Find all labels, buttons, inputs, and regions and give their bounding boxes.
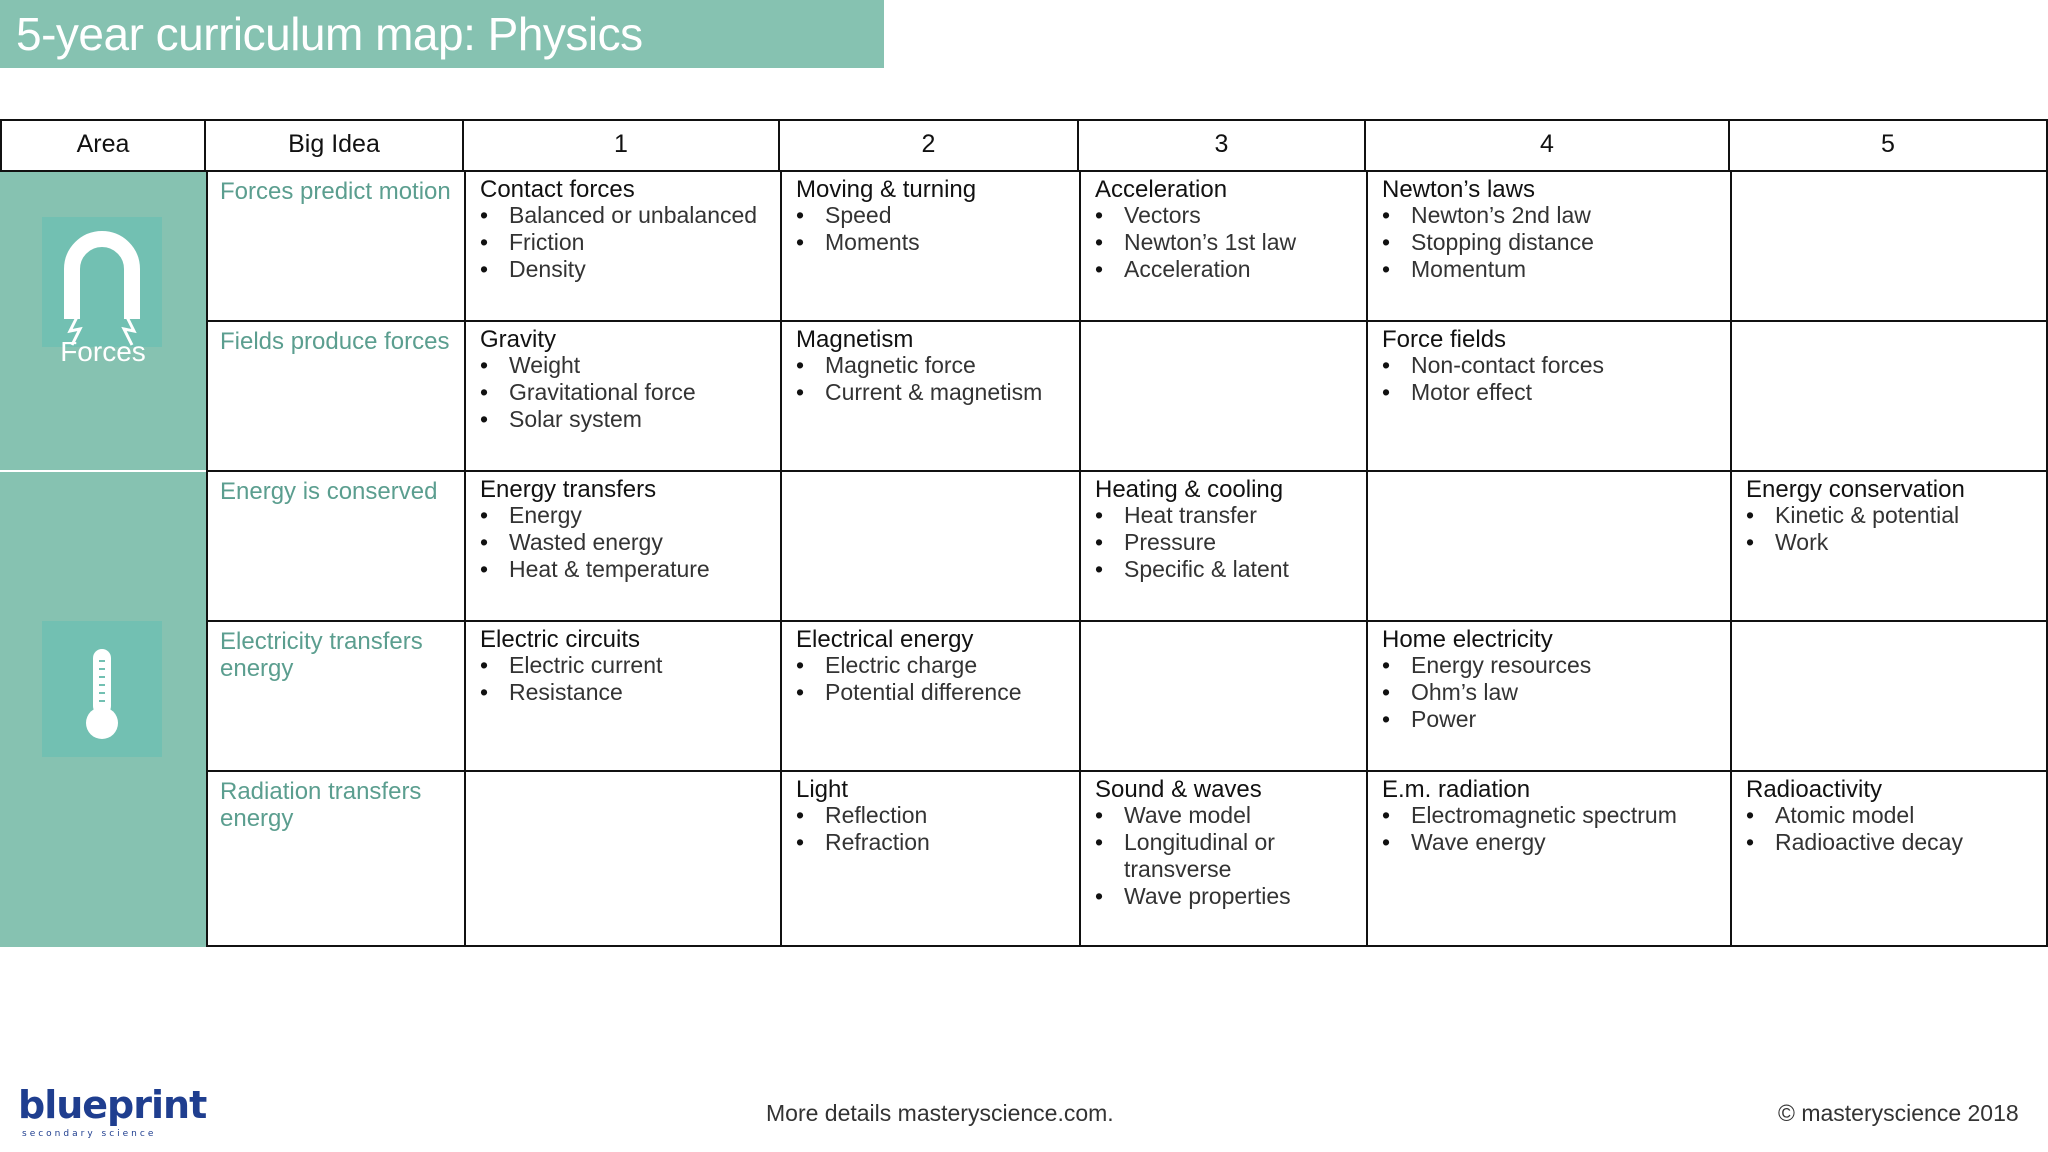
header-year-5: 5 — [1730, 119, 2048, 172]
topic-cell — [780, 622, 1079, 772]
topic-item: • Resistance — [480, 679, 768, 706]
topic-list — [1095, 802, 1354, 910]
topic-item: • Wave model — [1095, 802, 1354, 829]
big-idea-cell: Forces predict motion — [206, 172, 464, 322]
topic-title: Energy transfers — [480, 476, 657, 503]
svg-text:secondary science: secondary science — [22, 1129, 157, 1139]
topic-title: Moving & turning — [796, 176, 977, 203]
topic-item: • Stopping distance — [1382, 229, 1718, 256]
topic-item: • Density — [480, 256, 768, 283]
area-energy — [0, 472, 206, 947]
topic-title: Radioactivity — [1746, 776, 1883, 803]
topic-cell — [1730, 172, 2048, 322]
copyright-text: © masteryscience 2018 — [1778, 1100, 2019, 1126]
topic-item: • Vectors — [1095, 202, 1354, 229]
topic-title: Acceleration — [1095, 176, 1228, 203]
big-idea-cell: Energy is conserved — [206, 472, 464, 622]
svg-text:blueprint: blueprint — [18, 1084, 207, 1127]
topic-item: • Power — [1382, 706, 1718, 733]
topic-item: • Wave properties — [1095, 883, 1354, 910]
curriculum-table — [0, 119, 2048, 947]
topic-item: • Reflection — [796, 802, 1067, 829]
topic-item: • Work — [1746, 529, 2034, 556]
topic-item: • Specific & latent — [1095, 556, 1354, 583]
blueprint-logo — [18, 1084, 218, 1144]
topic-cell — [1079, 172, 1366, 322]
topic-list — [796, 802, 1067, 856]
topic-title: Heating & cooling — [1095, 476, 1284, 503]
topic-title: Electrical energy — [796, 626, 974, 653]
topic-cell — [1079, 622, 1366, 772]
topic-cell — [1366, 172, 1730, 322]
topic-cell — [1366, 322, 1730, 472]
topic-item: • Moments — [796, 229, 1067, 256]
topic-item: • Heat & temperature — [480, 556, 768, 583]
topic-item: • Friction — [480, 229, 768, 256]
topic-cell — [1730, 322, 2048, 472]
topic-list — [480, 202, 768, 283]
topic-cell — [464, 172, 780, 322]
topic-list — [796, 652, 1067, 706]
header-big-idea: Big Idea — [206, 119, 464, 172]
topic-item: • Current & magnetism — [796, 379, 1067, 406]
topic-list — [1746, 802, 2034, 856]
topic-item: • Acceleration — [1095, 256, 1354, 283]
topic-title: Newton’s laws — [1382, 176, 1535, 203]
topic-item: • Wasted energy — [480, 529, 768, 556]
topic-item: • Electric charge — [796, 652, 1067, 679]
topic-title: Sound & waves — [1095, 776, 1262, 803]
topic-cell — [780, 472, 1079, 622]
topic-list — [480, 352, 768, 433]
topic-title: Gravity — [480, 326, 557, 353]
topic-list — [1382, 202, 1718, 283]
topic-list — [796, 202, 1067, 256]
topic-list — [1382, 802, 1718, 856]
topic-cell — [464, 322, 780, 472]
topic-cell — [1079, 472, 1366, 622]
topic-cell — [1079, 772, 1366, 947]
topic-item: • Magnetic force — [796, 352, 1067, 379]
topic-list — [1095, 202, 1354, 283]
area-column — [0, 172, 206, 947]
topic-item: • Non-contact forces — [1382, 352, 1718, 379]
topic-cell — [780, 772, 1079, 947]
topic-item: • Newton’s 1st law — [1095, 229, 1354, 256]
topic-cell — [1079, 322, 1366, 472]
topic-title: Light — [796, 776, 849, 803]
topic-item: • Radioactive decay — [1746, 829, 2034, 856]
topic-cell — [1730, 472, 2048, 622]
topic-cell — [780, 172, 1079, 322]
topic-item: • Energy — [480, 502, 768, 529]
topic-title: E.m. radiation — [1382, 776, 1531, 803]
topic-item: • Ohm’s law — [1382, 679, 1718, 706]
topic-list — [480, 502, 768, 583]
topic-list — [796, 352, 1067, 406]
topic-item: • Newton’s 2nd law — [1382, 202, 1718, 229]
topic-list — [1746, 502, 2034, 556]
topic-cell — [464, 622, 780, 772]
topic-item: • Solar system — [480, 406, 768, 433]
big-idea-cell: Fields produce forces — [206, 322, 464, 472]
topic-title: Home electricity — [1382, 626, 1553, 653]
topic-item: • Wave energy — [1382, 829, 1718, 856]
title-bar — [0, 0, 884, 68]
topic-cell — [1730, 622, 2048, 772]
header-area: Area — [0, 119, 206, 172]
topic-item: • Atomic model — [1746, 802, 2034, 829]
topic-item: • Gravitational force — [480, 379, 768, 406]
page-title: 5-year curriculum map: Physics — [16, 8, 643, 60]
topic-item: • Kinetic & potential — [1746, 502, 2034, 529]
thermometer-icon — [42, 621, 162, 757]
topic-item: • Energy resources — [1382, 652, 1718, 679]
topic-cell — [464, 772, 780, 947]
topic-item: • Pressure — [1095, 529, 1354, 556]
topic-cell — [1730, 772, 2048, 947]
area-label-forces: Forces — [60, 336, 146, 367]
header-year-3: 3 — [1079, 119, 1366, 172]
magnet-icon — [42, 217, 162, 347]
topic-title: Force fields — [1382, 326, 1507, 353]
topic-item: • Speed — [796, 202, 1067, 229]
header-year-4: 4 — [1366, 119, 1730, 172]
topic-item: • Heat transfer — [1095, 502, 1354, 529]
topic-title: Energy conservation — [1746, 476, 1965, 503]
topic-item: • Weight — [480, 352, 768, 379]
topic-item: • Electromagnetic spectrum — [1382, 802, 1718, 829]
topic-item: • Motor effect — [1382, 379, 1718, 406]
topic-list — [1382, 652, 1718, 733]
topic-title: Contact forces — [480, 176, 635, 203]
topic-cell — [780, 322, 1079, 472]
topic-title: Electric circuits — [480, 626, 641, 653]
topic-cell — [1366, 472, 1730, 622]
topic-item: • Balanced or unbalanced — [480, 202, 768, 229]
topic-cell — [1366, 772, 1730, 947]
header-year-1: 1 — [464, 119, 780, 172]
topic-item: • Momentum — [1382, 256, 1718, 283]
big-idea-cell: Electricity transfers energy — [206, 622, 464, 772]
topic-item: • Potential difference — [796, 679, 1067, 706]
topic-item: • Electric current — [480, 652, 768, 679]
area-forces — [0, 172, 206, 470]
topic-list — [1382, 352, 1718, 406]
more-details-text: More details masteryscience.com. — [766, 1100, 1114, 1126]
topic-cell — [464, 472, 780, 622]
topic-list — [1095, 502, 1354, 583]
big-idea-cell: Radiation transfers energy — [206, 772, 464, 947]
topic-item: • Refraction — [796, 829, 1067, 856]
topic-title: Magnetism — [796, 326, 914, 353]
header-year-2: 2 — [780, 119, 1079, 172]
topic-item: • Longitudinal or transverse — [1095, 829, 1354, 883]
topic-cell — [1366, 622, 1730, 772]
topic-list — [480, 652, 768, 706]
